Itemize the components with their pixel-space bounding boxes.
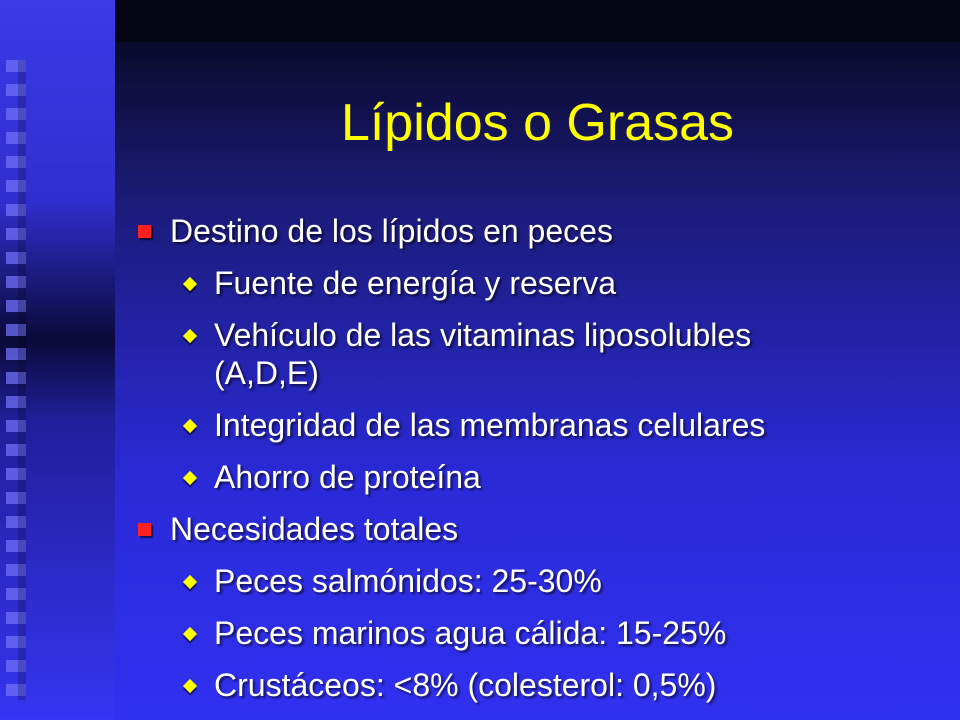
- list-item-text: Fuente de energía y reserva: [214, 265, 617, 301]
- list-item-text: Ahorro de proteína: [214, 459, 481, 495]
- bullet-list: [132, 212, 932, 718]
- list-item-continuation: (A,D,E): [214, 355, 319, 391]
- slide-title: Lípidos o Grasas: [340, 94, 735, 152]
- yellow-diamond-bullet-icon: [183, 277, 197, 291]
- left-decorative-bar: [0, 0, 115, 720]
- red-square-bullet-icon: [138, 225, 151, 238]
- list-item-text: Peces marinos agua cálida: 15-25%: [214, 615, 727, 651]
- list-item: [132, 264, 932, 302]
- list-item-text: Vehículo de las vitaminas liposolubles: [214, 317, 752, 353]
- list-item: [132, 316, 932, 392]
- list-item: [132, 562, 932, 600]
- list-item: [132, 666, 932, 704]
- yellow-diamond-bullet-icon: [183, 627, 197, 641]
- section-heading-text: Destino de los lípidos en peces: [170, 213, 613, 249]
- yellow-diamond-bullet-icon: [183, 575, 197, 589]
- list-item-text: Crustáceos: <8% (colesterol: 0,5%): [214, 667, 717, 703]
- yellow-diamond-bullet-icon: [183, 419, 197, 433]
- section-heading: [132, 212, 932, 250]
- left-square-pattern: [6, 60, 26, 700]
- list-item: [132, 406, 932, 444]
- yellow-diamond-bullet-icon: [183, 679, 197, 693]
- list-item: [132, 458, 932, 496]
- top-dark-band: [115, 0, 960, 42]
- yellow-diamond-bullet-icon: [183, 471, 197, 485]
- list-item: [132, 614, 932, 652]
- yellow-diamond-bullet-icon: [183, 329, 197, 343]
- section-heading-text: Necesidades totales: [170, 511, 459, 547]
- list-item-text: Peces salmónidos: 25-30%: [214, 563, 602, 599]
- section-heading: [132, 510, 932, 548]
- list-item-text: Integridad de las membranas celulares: [214, 407, 766, 443]
- red-square-bullet-icon: [138, 523, 151, 536]
